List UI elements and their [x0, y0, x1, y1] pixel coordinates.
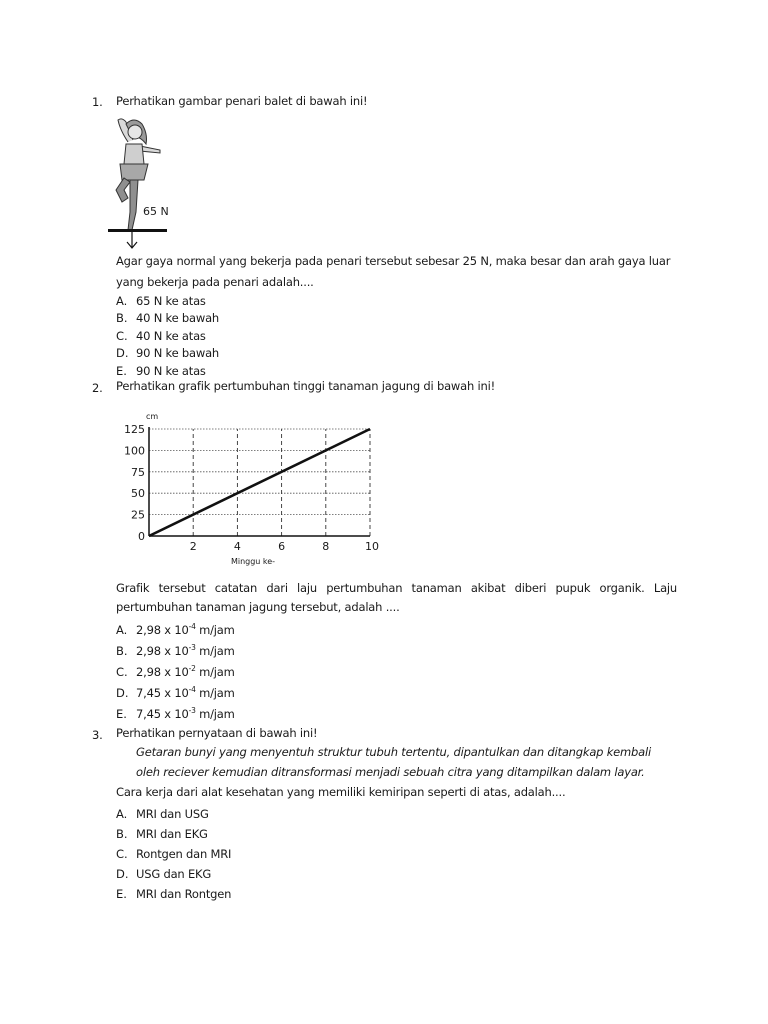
q1-prompt: Perhatikan gambar penari balet di bawah ini!: [116, 94, 368, 108]
y-tick-label: 100: [124, 444, 145, 458]
q2-option-c: 2,98 x $10^{-2}$ m/jam: [136, 664, 235, 679]
q2-option-d: 7,45 x $10^{-4}$ m/jam: [136, 685, 235, 700]
q2-option-e-letter: E.: [116, 707, 127, 721]
y-tick-label: 75: [131, 465, 145, 479]
q2-option-b: 2,98 x $10^{-3}$ m/jam: [136, 643, 235, 658]
q1-option-d: 90 N ke bawah: [136, 346, 220, 360]
q1-option-a: 65 N ke atas: [136, 294, 206, 308]
q2-option-c-letter: C.: [116, 665, 128, 679]
chart-series: [149, 429, 370, 536]
q1-stem-line1: Agar gaya normal yang bekerja pada penari tersebut sebesar 25 N, maka besar dan arah gaya luar: [116, 254, 671, 268]
q2-stem-line1: Grafik tersebut catatan dari laju pertumbuhan tanaman akibat diberi pupuk organik. Laju: [116, 581, 677, 595]
x-tick-label: 10: [365, 540, 379, 553]
force-label: 65 N: [143, 205, 169, 218]
x-axis-label: Minggu ke-: [230, 557, 276, 566]
y-tick-label: 50: [131, 487, 145, 501]
q3-option-d-letter: D.: [116, 867, 129, 881]
q3-option-a: MRI dan USG: [136, 807, 209, 821]
series-line-0: [149, 429, 370, 536]
q3-option-d: USG dan EKG: [136, 867, 212, 881]
q1-option-e: 90 N ke atas: [136, 364, 206, 378]
growth-chart: [118, 405, 388, 575]
q1-option-d-letter: D.: [116, 346, 129, 360]
floor-line: [108, 229, 167, 232]
q3-option-e: MRI dan Rontgen: [136, 887, 232, 901]
q2-number: 2.: [92, 381, 103, 395]
q1-option-b-letter: B.: [116, 311, 128, 325]
q2-prompt: Perhatikan grafik pertumbuhan tinggi tanaman jagung di bawah ini!: [116, 379, 496, 393]
q1-option-b: 40 N ke bawah: [136, 311, 220, 325]
q3-number: 3.: [92, 728, 103, 742]
x-tick-label: 4: [233, 540, 241, 553]
q3-stem: Cara kerja dari alat kesehatan yang memiliki kemiripan seperti di atas, adalah....: [116, 785, 566, 799]
y-axis-label: cm: [146, 412, 159, 421]
q3-option-e-letter: E.: [116, 887, 127, 901]
q2-option-e: 7,45 x $10^{-3}$ m/jam: [136, 706, 235, 721]
q2-option-a-letter: A.: [116, 623, 128, 637]
q3-option-c-letter: C.: [116, 847, 128, 861]
q3-option-b-letter: B.: [116, 827, 128, 841]
x-tick-label: 2: [189, 540, 197, 553]
q1-stem-line2: yang bekerja pada penari adalah....: [116, 275, 314, 289]
q3-option-a-letter: A.: [116, 807, 128, 821]
q3-quote-line1: Getaran bunyi yang menyentuh struktur tubuh tertentu, dipantulkan dan ditangkap kembali: [136, 745, 651, 759]
q2-option-a: 2,98 x $10^{-4}$ m/jam: [136, 622, 235, 637]
q3-option-b: MRI dan EKG: [136, 827, 208, 841]
q1-option-a-letter: A.: [116, 294, 128, 308]
q3-quote-line2: oleh reciever kemudian ditransformasi menjadi sebuah citra yang ditampilkan dalam layar.: [136, 765, 645, 779]
y-tick-label: 25: [131, 508, 145, 522]
q1-option-c: 40 N ke atas: [136, 329, 206, 343]
q2-option-d-letter: D.: [116, 686, 129, 700]
x-tick-label: 6: [278, 540, 286, 553]
q2-stem-line2: pertumbuhan tanaman jagung tersebut, adalah ....: [116, 600, 400, 614]
q1-option-c-letter: C.: [116, 329, 128, 343]
q1-number: 1.: [92, 95, 103, 109]
q3-option-c: Rontgen dan MRI: [136, 847, 232, 861]
y-tick-label: 0: [138, 530, 145, 543]
q2-option-b-letter: B.: [116, 644, 128, 658]
ballet-dancer-figure: [100, 112, 180, 257]
y-tick-label: 125: [124, 423, 145, 436]
q1-option-e-letter: E.: [116, 364, 127, 378]
q3-prompt: Perhatikan pernyataan di bawah ini!: [116, 726, 318, 740]
x-tick-label: 8: [322, 540, 330, 553]
